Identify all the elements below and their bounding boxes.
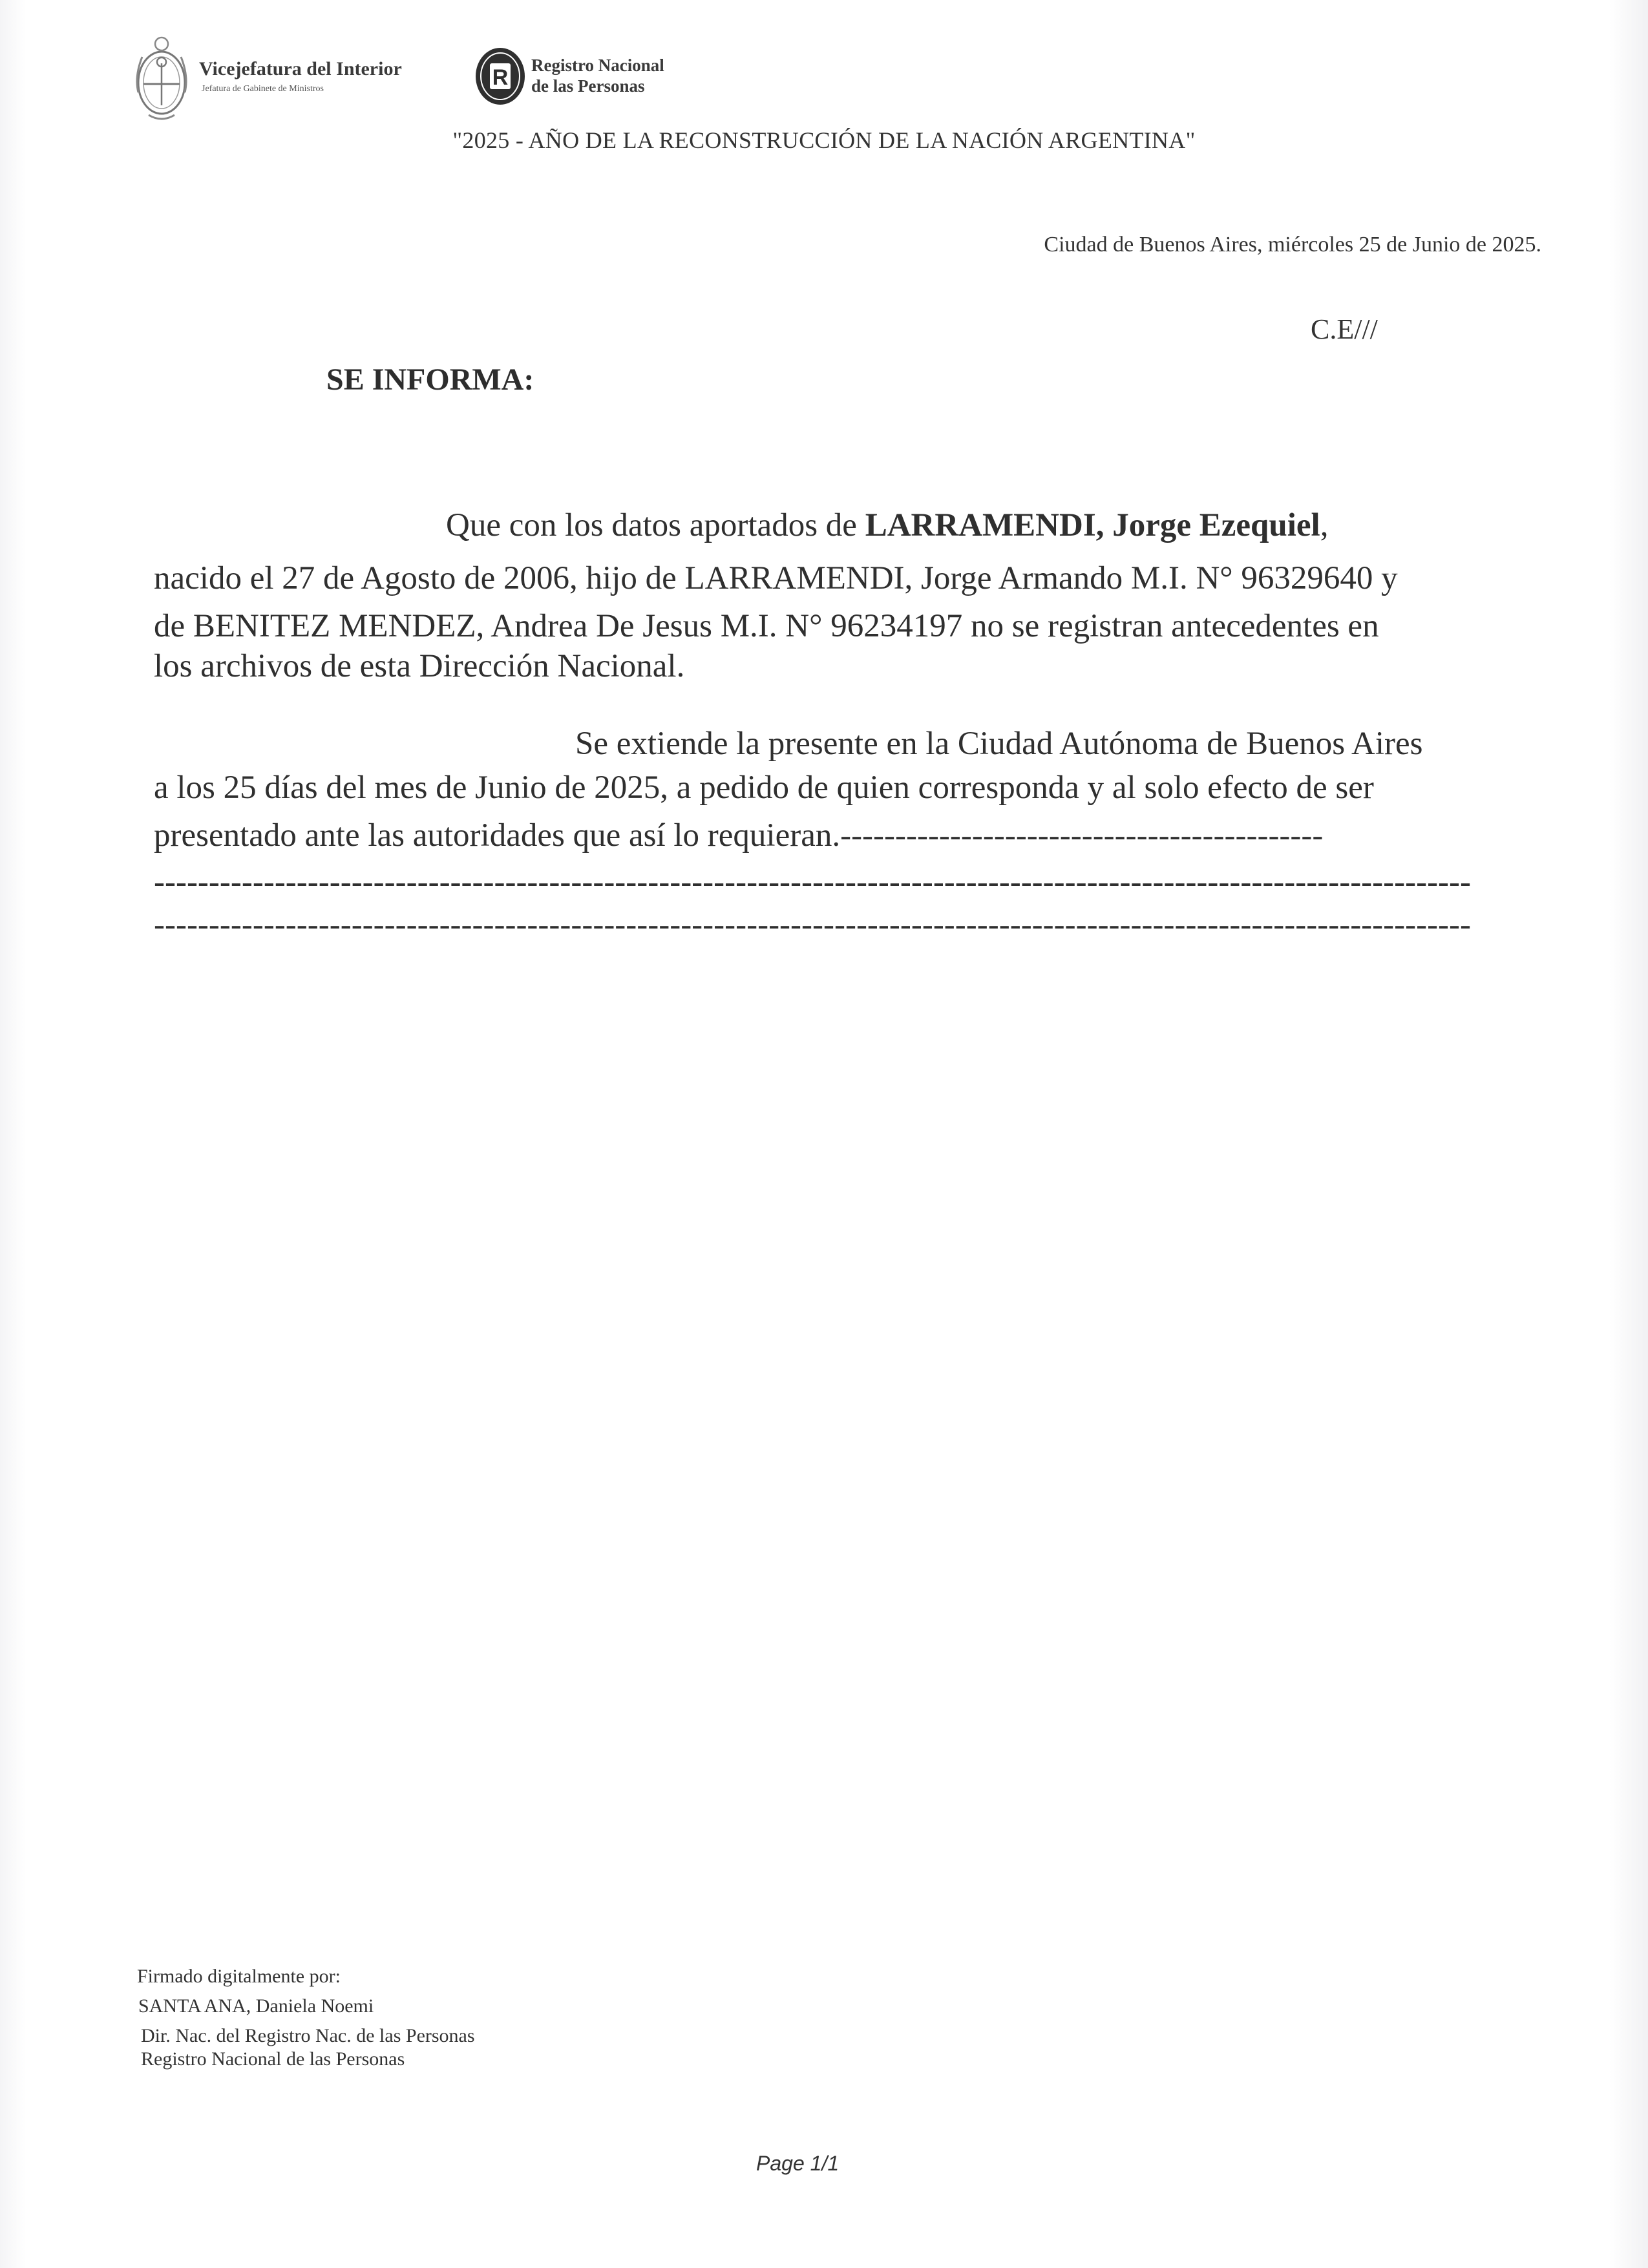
body-line-1 [446,507,1328,544]
logo-letter: R [492,65,509,90]
year-motto: "2025 - AÑO DE LA RECONSTRUCCIÓN DE LA NACIÓN ARGENTINA" [452,127,1196,153]
signer-entity: Registro Nacional de las Personas [141,2048,405,2070]
document-heading: SE INFORMA: [326,362,534,397]
subject-name: LARRAMENDI, Jorge Ezequiel [865,507,1320,543]
signer-name: SANTA ANA, Daniela Noemi [138,1995,374,2017]
body-line-7: presentado ante las autoridades que así lo requieran.-------------------------------------------- [154,817,1324,854]
body-line-5: Se extiende la presente en la Ciudad Autónoma de Buenos Aires [575,726,1423,762]
page-number: Page 1/1 [756,2152,840,2175]
dash-fill-line-1: ------------------------------------------------------------------------------------------------------------------------ [154,864,1472,900]
signature-label: Firmado digitalmente por: [137,1966,341,1987]
body-line-3: de BENITEZ MENDEZ, Andrea De Jesus M.I. N° 96234197 no se registran antecedentes en [154,608,1379,644]
body-line-2: nacido el 27 de Agosto de 2006, hijo de LARRAMENDI, Jorge Armando M.I. N° 96329640 y [154,560,1398,596]
p1-suffix: , [1320,507,1329,543]
p1-prefix: Que con los datos aportados de [446,507,865,543]
org1-subtitle: Jefatura de Gabinete de Ministros [202,84,324,94]
reference-code: C.E/// [1311,313,1378,345]
signer-role: Dir. Nac. del Registro Nac. de las Personas [141,2025,475,2046]
body-line-6: a los 25 días del mes de Junio de 2025, a pedido de quien corresponda y al solo efecto de ser [154,770,1374,806]
body-line-4: los archivos de esta Dirección Nacional. [154,648,685,684]
org1-name: Vicejefatura del Interior [199,58,402,79]
org2-name-line1: Registro Nacional [531,56,664,75]
org2-name-line2: de las Personas [531,76,645,96]
renaper-logo-icon [473,45,527,107]
dash-fill-line-2: ------------------------------------------------------------------------------------------------------------------------ [154,907,1472,943]
argentine-seal-icon [129,31,194,128]
place-date: Ciudad de Buenos Aires, miércoles 25 de Junio de 2025. [1044,233,1541,257]
